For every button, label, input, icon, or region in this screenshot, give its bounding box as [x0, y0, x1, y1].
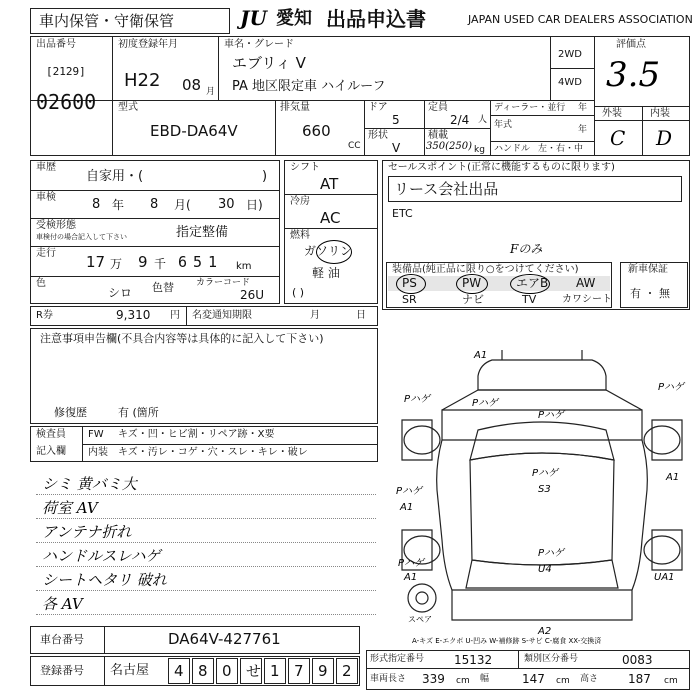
diagram-label-s3: S3	[538, 484, 551, 495]
car-grade: PA 地区限定車 ハイルーフ	[232, 79, 386, 94]
model-label: 型式	[118, 102, 138, 113]
diagram-label-a1-right: A1	[666, 472, 680, 483]
reception-label: 受検形態	[36, 220, 76, 231]
repair-history-value: 有 (箇所	[118, 406, 159, 419]
width-value: 147	[522, 672, 545, 686]
fuel-selected-circle	[316, 240, 352, 264]
diagram-label-p-front-right: Pハゲ	[658, 382, 685, 393]
ac-value: AC	[320, 209, 341, 227]
plate-digit: 7	[294, 662, 304, 680]
inspection-month-unit: 月(	[174, 198, 191, 212]
mileage-man: 17	[86, 253, 106, 271]
plate-digit: 2	[342, 662, 352, 680]
width-label: 幅	[480, 674, 490, 684]
inspector-row1-head: FW	[88, 429, 104, 440]
recycle-value: 9,310	[116, 308, 151, 322]
plate-digit: 9	[318, 662, 328, 680]
mileage-man-unit: 万	[110, 257, 123, 271]
plate-digit: 0	[222, 662, 232, 680]
handle-options: 左・右・中	[538, 144, 584, 154]
plate-digit-cell	[216, 658, 238, 684]
diagram-label-p-rear-left: Pハゲ	[398, 558, 425, 569]
equipment-label: 装備品(純正品に限り○をつけてください)	[392, 264, 579, 275]
plate-digit-cell	[264, 658, 286, 684]
exterior-grade: C	[610, 126, 626, 150]
body-type-value: V	[392, 141, 401, 155]
score-value: 3.5	[606, 55, 661, 95]
color-label: 色	[36, 278, 46, 289]
chassis-label: 車台番号	[40, 633, 84, 646]
handwritten-note-1: シミ 黄バミ大	[42, 475, 137, 493]
capacity-value: 2/4	[450, 113, 470, 127]
equipment-handwritten-note: Fのみ	[510, 242, 543, 256]
notes-label: 注意事項申告欄(不具合内容等は具体的に記入して下さい)	[40, 332, 324, 345]
drive-2wd: 2WD	[558, 49, 582, 60]
diagram-legend: A-キズ E-エクボ U-凹み W-補修跡 S-サビ C-腐食 XX-交換済	[412, 637, 602, 645]
repaint-label: 色替	[152, 281, 174, 294]
color-code: 26U	[240, 288, 265, 302]
height-unit: cm	[664, 676, 678, 686]
diagram-label-a1-left: A1	[400, 502, 414, 513]
reception-note: 車検付の場合記入して下さい	[36, 233, 127, 241]
displacement-value: 660	[302, 122, 331, 140]
mileage-sen-unit: 千	[154, 257, 167, 271]
diagram-label-u4: U4	[538, 564, 552, 575]
capacity-label: 定員	[428, 102, 448, 113]
height-label: 高さ	[580, 674, 599, 684]
inspection-label: 車検	[36, 192, 56, 203]
plate-digit: 8	[198, 662, 208, 680]
name-change-day: 日	[356, 310, 366, 321]
diagram-label-a1-rear-left: A1	[404, 572, 418, 583]
equip-leather: カワシート	[562, 294, 612, 305]
recycle-label: R券	[36, 310, 53, 321]
shift-label: シフト	[290, 162, 320, 173]
inspector-row1: キズ・凹・ヒビ割・リペア跡・X要	[118, 429, 275, 440]
mileage-sen: 9	[138, 253, 148, 271]
diagram-label-a2-bottom: A2	[538, 626, 552, 637]
plate-digit-cell	[240, 658, 262, 684]
history-value: 自家用・(	[86, 169, 144, 184]
lot-label: 出品番号	[36, 39, 76, 50]
plate-digit-cell	[336, 658, 358, 684]
doors-label: ドア	[368, 102, 388, 113]
fuel-label: 燃料	[290, 230, 310, 241]
vehicle-info-table	[30, 36, 690, 156]
dealer-year-unit: 年	[578, 103, 588, 113]
recycle-unit: 円	[170, 310, 180, 321]
color-value: シロ	[108, 286, 133, 300]
fuel-diesel: 軽 油	[312, 266, 340, 280]
new-car-warranty-value: 有 ・ 無	[630, 287, 670, 300]
load-unit: kg	[474, 145, 485, 155]
handwritten-note-2: 荷室 AV	[42, 499, 98, 517]
ac-label: 冷房	[290, 196, 310, 207]
name-change-label: 名変通知期限	[192, 310, 252, 321]
registration-era-year: H22	[124, 70, 161, 91]
registration-month: 08	[182, 76, 202, 94]
document-title: 出品申込書	[326, 7, 426, 31]
handwritten-note-6: 各 AV	[42, 595, 83, 613]
car-label: 車名・グレード	[224, 39, 294, 50]
score-label: 評価点	[616, 39, 646, 50]
displacement-unit: CC	[348, 141, 361, 151]
history-close: )	[262, 169, 268, 184]
color-code-label: カラーコード	[196, 278, 251, 288]
width-unit: cm	[556, 676, 570, 686]
type-number-value: 15132	[454, 653, 493, 667]
plate-digit: 1	[270, 662, 280, 680]
equip-pw-circle	[456, 274, 488, 294]
repair-history-label: 修復歴	[54, 406, 87, 419]
fuel-gasoline: ガソリン	[304, 244, 353, 258]
car-name: エブリィ V	[232, 54, 306, 72]
length-unit: cm	[456, 676, 470, 686]
model-value: EBD-DA64V	[150, 122, 238, 140]
reception-value: 指定整備	[176, 225, 229, 240]
inspector-label-1: 検査員	[36, 429, 66, 440]
plate-area: 名古屋	[110, 663, 150, 678]
association-name: JAPAN USED CAR DEALERS ASSOCIATION	[468, 13, 693, 26]
plate-digit-cell	[288, 658, 310, 684]
inspection-year: 8	[92, 197, 101, 212]
capacity-unit: 人	[478, 115, 488, 125]
equip-sr: SR	[402, 293, 417, 306]
plate-digit-cell	[168, 658, 190, 684]
equip-aw: AW	[576, 276, 596, 290]
equip-tv: TV	[522, 293, 537, 306]
diagram-label-spare: スペア	[408, 615, 432, 624]
registration-label: 初度登録年月	[118, 39, 178, 50]
history-label: 車歴	[36, 162, 56, 173]
equip-ps: PS	[402, 276, 417, 290]
handle-label: ハンドル	[494, 144, 531, 154]
length-value: 339	[422, 672, 445, 686]
storage-badge	[30, 8, 230, 34]
dealer-label: ディーラー・並行	[494, 103, 566, 113]
mileage-rest: 651	[178, 253, 224, 271]
interior-grade: D	[656, 126, 673, 150]
doors-value: 5	[392, 113, 400, 127]
shift-value: AT	[320, 175, 339, 193]
plate-digit: 4	[174, 662, 184, 680]
diagram-label-a1-top: A1	[474, 350, 488, 361]
interior-label: 内装	[650, 108, 670, 119]
sales-point-label: セールスポイント(正常に機能するものに限ります)	[388, 162, 615, 173]
diagram-label-p-roof-front: Pハゲ	[538, 410, 565, 421]
lot-small-number: [2129]	[46, 65, 86, 78]
diagram-label-p-left-side: Pハゲ	[396, 486, 423, 497]
handwritten-note-5: シートヘタリ 破れ	[42, 571, 167, 589]
load-value: 350(250)	[426, 141, 472, 152]
mileage-unit: km	[236, 261, 252, 272]
diagram-label-ua1-rear-right: UA1	[654, 572, 675, 583]
lot-number: 02600	[36, 90, 97, 114]
mileage-label: 走行	[36, 248, 56, 259]
equip-pw: PW	[462, 276, 482, 290]
equip-navi: ナビ	[462, 293, 484, 306]
equip-ps-circle	[396, 274, 426, 294]
registration-month-unit: 月	[206, 87, 216, 97]
sales-point-extra: ETC	[392, 207, 413, 220]
ju-logo: JU	[240, 6, 267, 30]
class-number-value: 0083	[622, 653, 653, 667]
org-name: 愛知	[276, 8, 312, 29]
plate-digit: せ	[246, 662, 262, 680]
model-year-label: 年式	[494, 120, 513, 130]
displacement-label: 排気量	[280, 102, 310, 113]
handwritten-note-4: ハンドルスレハゲ	[42, 547, 161, 565]
drive-4wd: 4WD	[558, 77, 582, 88]
plate-digit-cell	[192, 658, 214, 684]
inspector-label-2: 記入欄	[36, 446, 66, 457]
chassis-value: DA64V-427761	[168, 630, 281, 648]
diagram-label-p-roof: Pハゲ	[532, 468, 559, 479]
car-damage-diagram	[382, 330, 698, 648]
diagram-label-p-rear: Pハゲ	[538, 548, 565, 559]
equip-airbag: エアB	[516, 276, 549, 290]
plate-label: 登録番号	[40, 664, 84, 677]
name-change-month: 月	[310, 310, 320, 321]
fuel-other: ( )	[292, 286, 305, 299]
inspector-row2-head: 内装	[88, 447, 108, 458]
new-car-warranty-label: 新車保証	[628, 264, 668, 275]
model-year-unit: 年	[578, 125, 588, 135]
class-number-label: 類別区分番号	[524, 654, 579, 664]
body-type-label: 形状	[368, 130, 388, 141]
length-label: 車両長さ	[370, 674, 407, 684]
exterior-label: 外装	[602, 108, 622, 119]
equip-airbag-circle	[510, 274, 550, 294]
diagram-label-p-hood: Pハゲ	[472, 398, 499, 409]
storage-badge-text: 車内保管・守衛保管	[39, 12, 175, 30]
height-value: 187	[628, 672, 651, 686]
handwritten-note-3: アンテナ折れ	[42, 523, 132, 541]
plate-digit-cell	[312, 658, 334, 684]
diagram-label-p-front-left: Pハゲ	[404, 394, 431, 405]
load-label: 積載	[428, 130, 448, 141]
inspection-day-unit: 日)	[246, 198, 263, 212]
inspector-row2: キズ・汚レ・コゲ・穴・スレ・キレ・破レ	[118, 447, 308, 458]
sales-point-value: リース会社出品	[394, 180, 499, 198]
inspection-month: 8	[150, 197, 159, 212]
type-number-label: 形式指定番号	[370, 654, 425, 664]
inspection-day: 30	[218, 197, 235, 212]
inspection-year-unit: 年	[112, 198, 125, 212]
